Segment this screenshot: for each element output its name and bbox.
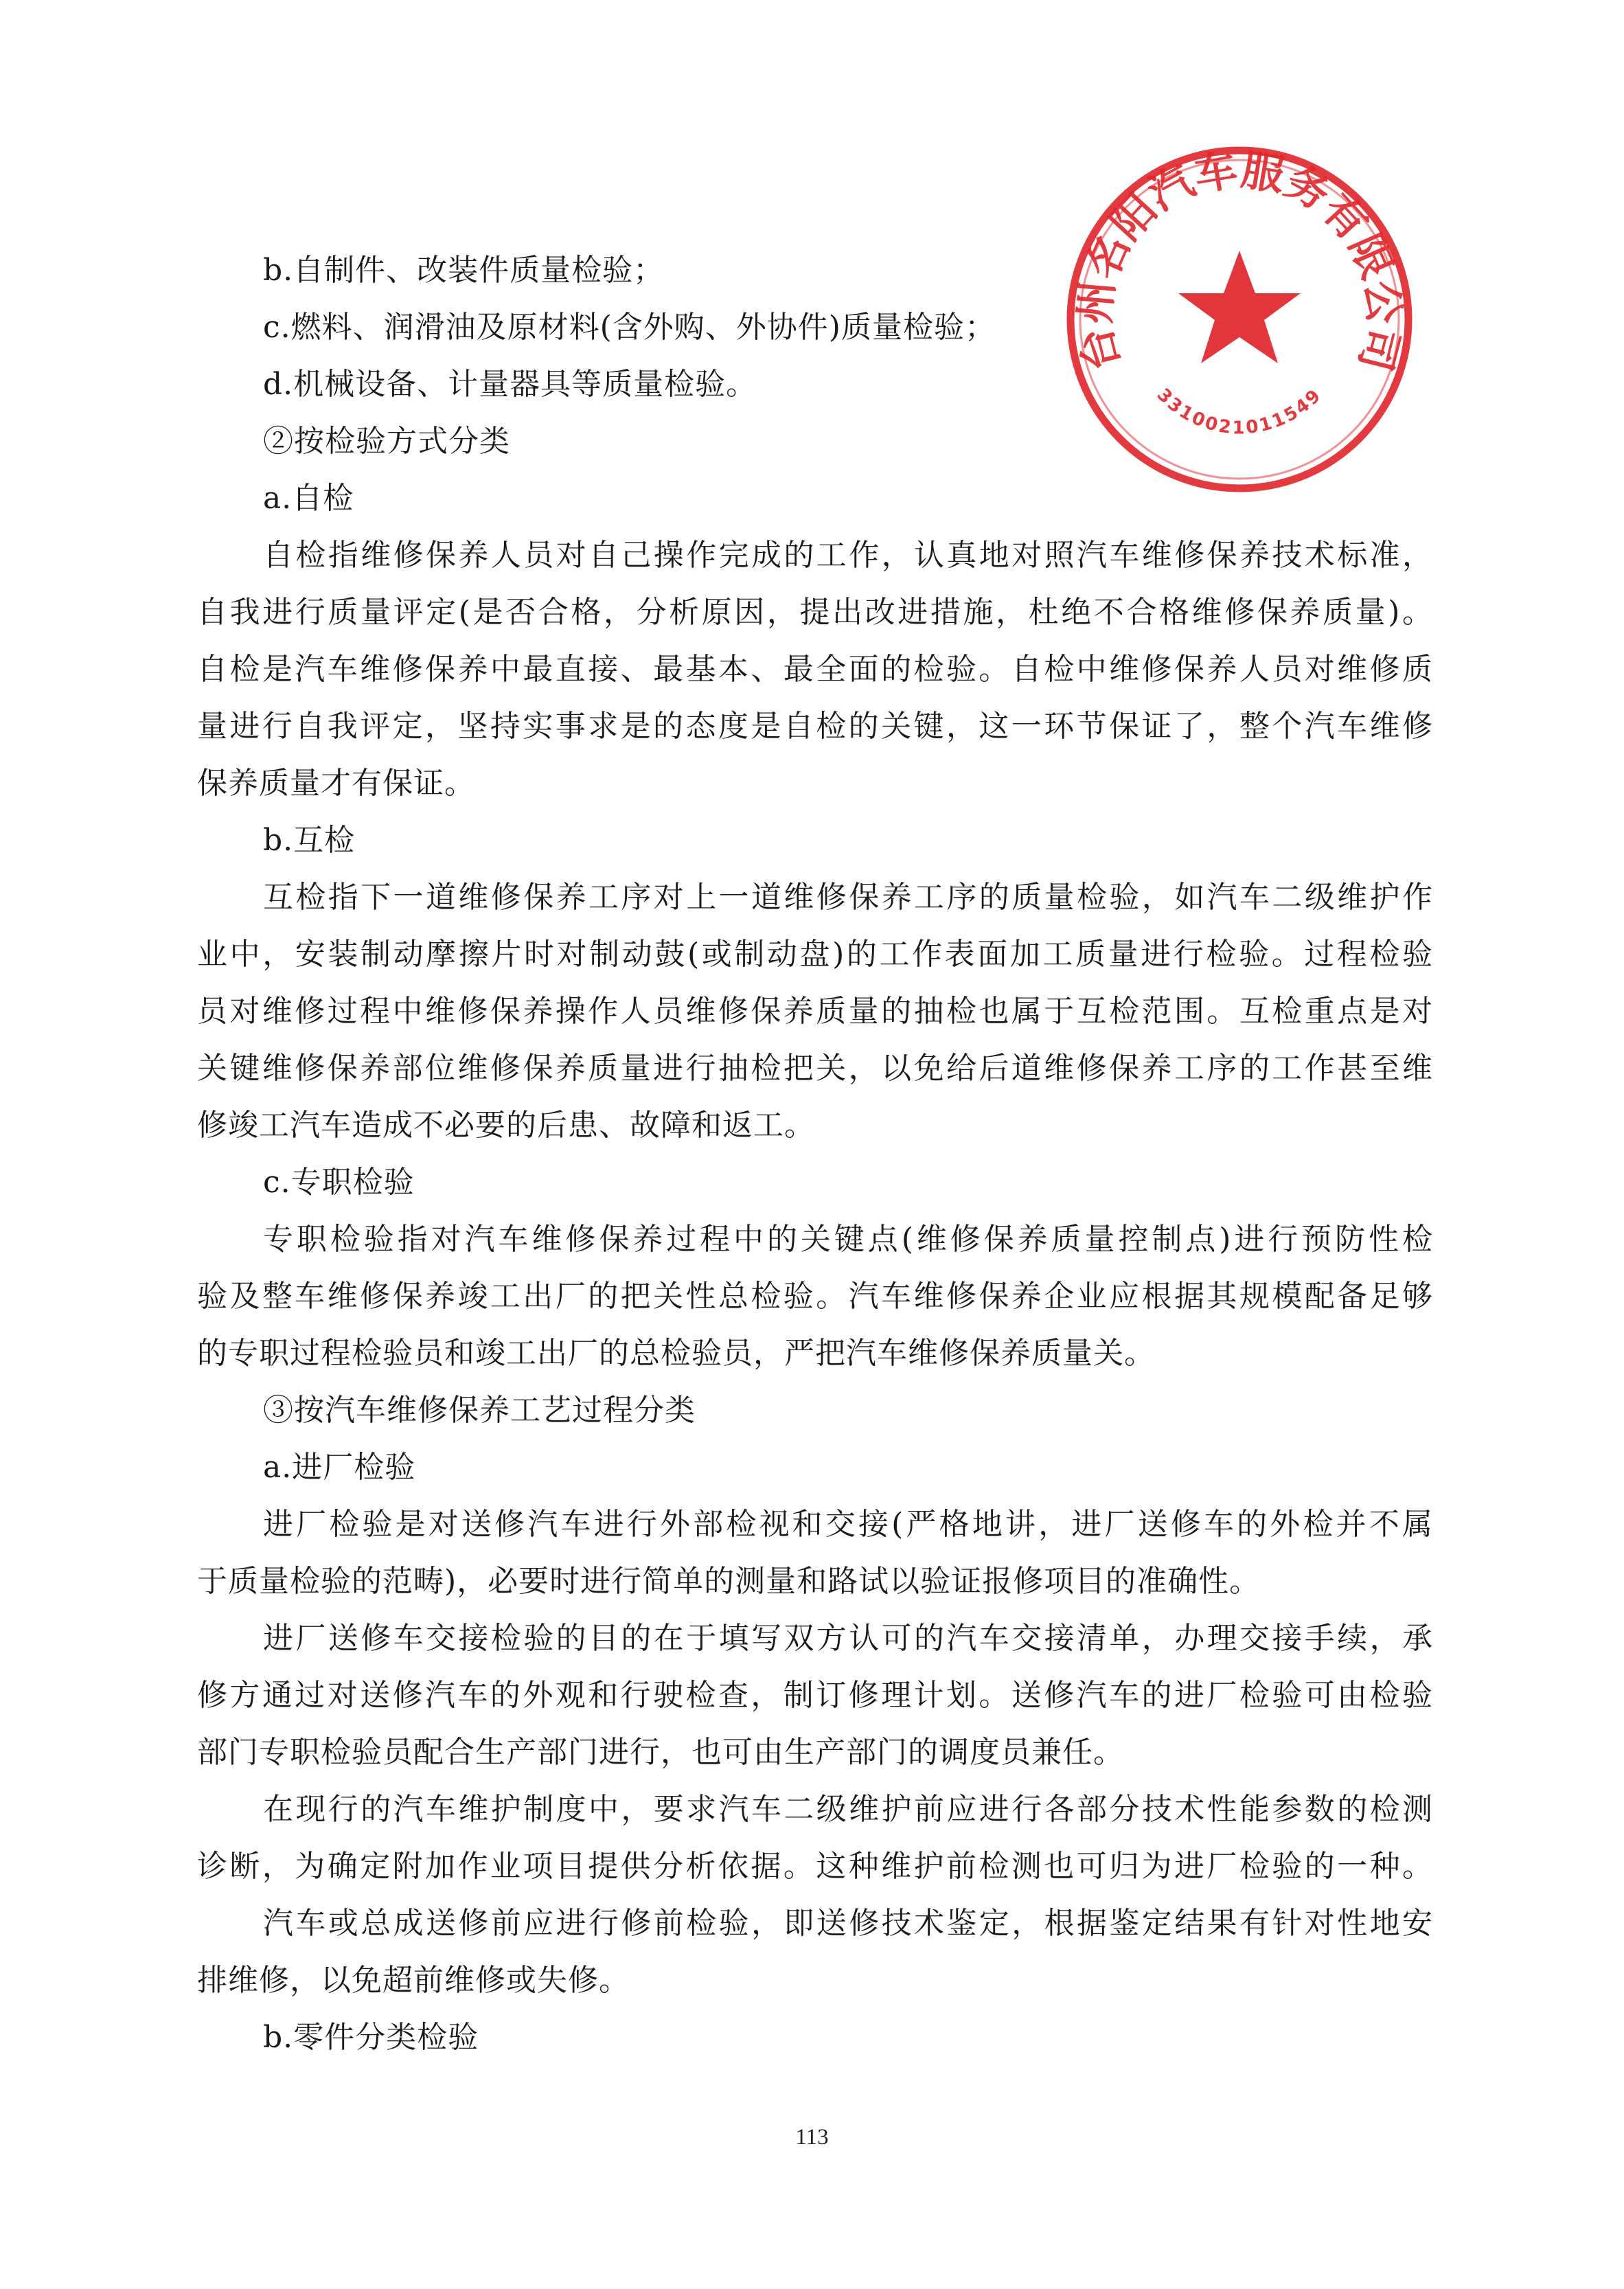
text-line: ②按检验方式分类 xyxy=(263,424,510,459)
company-seal xyxy=(1061,141,1418,498)
text-line: c.专职检验 xyxy=(263,1165,415,1200)
text-line: 保养质量才有保证。 xyxy=(197,766,475,801)
text-line: 排维修，以免超前维修或失修。 xyxy=(197,1963,630,1998)
page-number: 113 xyxy=(795,2125,829,2150)
text-line: 量进行自我评定，坚持实事求是的态度是自检的关键，这一环节保证了，整个汽车维修 xyxy=(197,709,1433,744)
text-line: 关键维修保养部位维修保养质量进行抽检把关，以免给后道维修保养工序的工作甚至维 xyxy=(197,1051,1433,1086)
text-line: 进厂送修车交接检验的目的在于填写双方认可的汽车交接清单，办理交接手续，承 xyxy=(263,1621,1433,1656)
text-line: ③按汽车维修保养工艺过程分类 xyxy=(263,1393,696,1428)
text-line: 自我进行质量评定(是否合格，分析原因，提出改进措施，杜绝不合格维修保养质量)。 xyxy=(197,595,1433,630)
text-line: 互检指下一道维修保养工序对上一道维修保养工序的质量检验，如汽车二级维护作 xyxy=(263,880,1433,915)
text-line: b.自制件、改装件质量检验； xyxy=(263,253,665,288)
text-line: a.自检 xyxy=(263,481,354,516)
text-line: a.进厂检验 xyxy=(263,1450,416,1485)
text-line: 修竣工汽车造成不必要的后患、故障和返工。 xyxy=(197,1108,815,1143)
text-line: 修方通过对送修汽车的外观和行驶检查，制订修理计划。送修汽车的进厂检验可由检验 xyxy=(197,1678,1433,1713)
text-line: 部门专职检验员配合生产部门进行，也可由生产部门的调度员兼任。 xyxy=(197,1735,1124,1770)
text-line: 汽车或总成送修前应进行修前检验，即送修技术鉴定，根据鉴定结果有针对性地安 xyxy=(263,1906,1433,1941)
body-text xyxy=(197,242,1433,2066)
text-line: 业中，安装制动摩擦片时对制动鼓(或制动盘)的工作表面加工质量进行检验。过程检验 xyxy=(197,937,1433,972)
text-line: b.零件分类检验 xyxy=(263,2020,479,2055)
text-line: 进厂检验是对送修汽车进行外部检视和交接(严格地讲，进厂送修车的外检并不属 xyxy=(263,1507,1433,1542)
text-line: 于质量检验的范畴)，必要时进行简单的测量和路试以验证报修项目的准确性。 xyxy=(197,1564,1261,1599)
text-line: d.机械设备、计量器具等质量检验。 xyxy=(263,367,757,402)
text-line: 员对维修过程中维修保养操作人员维修保养质量的抽检也属于互检范围。互检重点是对 xyxy=(197,994,1433,1029)
seal-company-name: 台州名阳汽车服务有限公司 xyxy=(1069,144,1410,376)
text-line: 在现行的汽车维护制度中，要求汽车二级维护前应进行各部分技术性能参数的检测 xyxy=(263,1792,1433,1827)
text-line: 诊断，为确定附加作业项目提供分析依据。这种维护前检测也可归为进厂检验的一种。 xyxy=(197,1849,1433,1884)
seal-code: 3310021011549 xyxy=(1152,385,1327,439)
seal-star-icon xyxy=(1178,251,1301,363)
text-line: 自检是汽车维修保养中最直接、最基本、最全面的检验。自检中维修保养人员对维修质 xyxy=(197,652,1433,687)
text-line: c.燃料、润滑油及原材料(含外购、外协件)质量检验； xyxy=(263,310,996,345)
text-line: 自检指维修保养人员对自己操作完成的工作，认真地对照汽车维修保养技术标准， xyxy=(263,538,1433,573)
text-line: 专职检验指对汽车维修保养过程中的关键点(维修保养质量控制点)进行预防性检 xyxy=(263,1222,1433,1257)
text-line: 验及整车维修保养竣工出厂的把关性总检验。汽车维修保养企业应根据其规模配备足够 xyxy=(197,1279,1433,1314)
text-line: 的专职过程检验员和竣工出厂的总检验员，严把汽车维修保养质量关。 xyxy=(197,1336,1155,1371)
text-line: b.互检 xyxy=(263,823,356,858)
